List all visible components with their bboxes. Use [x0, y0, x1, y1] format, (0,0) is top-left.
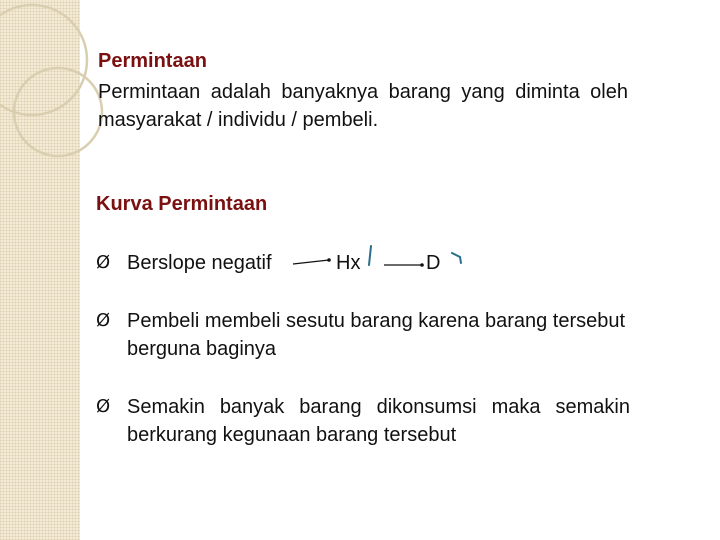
bullet-marker: Ø [96, 310, 111, 331]
bullet-item-slope [96, 249, 630, 277]
definition-text: Permintaan adalah banyaknya barang yang diminta oleh masyarakat / individu / pembeli. [98, 81, 628, 131]
section-subtitle: Kurva Permintaan [96, 193, 268, 215]
down-arrow-icon [452, 253, 460, 257]
bullet-text: Berslope negatif [127, 252, 272, 274]
symbol-d: D [426, 252, 441, 274]
relation-arrows [96, 249, 630, 279]
bullet-item-utility [96, 393, 630, 449]
arrow-line-1 [293, 260, 329, 264]
up-arrow-icon [369, 246, 371, 265]
arrow-head-2 [420, 263, 424, 267]
slide-title: Permintaan [98, 50, 207, 72]
bullet-text: Pembeli membeli sesutu barang karena barang tersebut berguna baginya [127, 310, 626, 360]
bullet-item-buyer [96, 307, 630, 363]
arrow-head-1 [327, 258, 331, 262]
bullet-marker: Ø [96, 252, 111, 273]
symbol-hx: Hx [336, 252, 361, 274]
bullet-text: Semakin banyak barang dikonsumsi maka semakin berkurang kegunaan barang tersebut [127, 396, 630, 446]
bullet-marker: Ø [96, 396, 111, 417]
decorative-rings [0, 0, 110, 200]
